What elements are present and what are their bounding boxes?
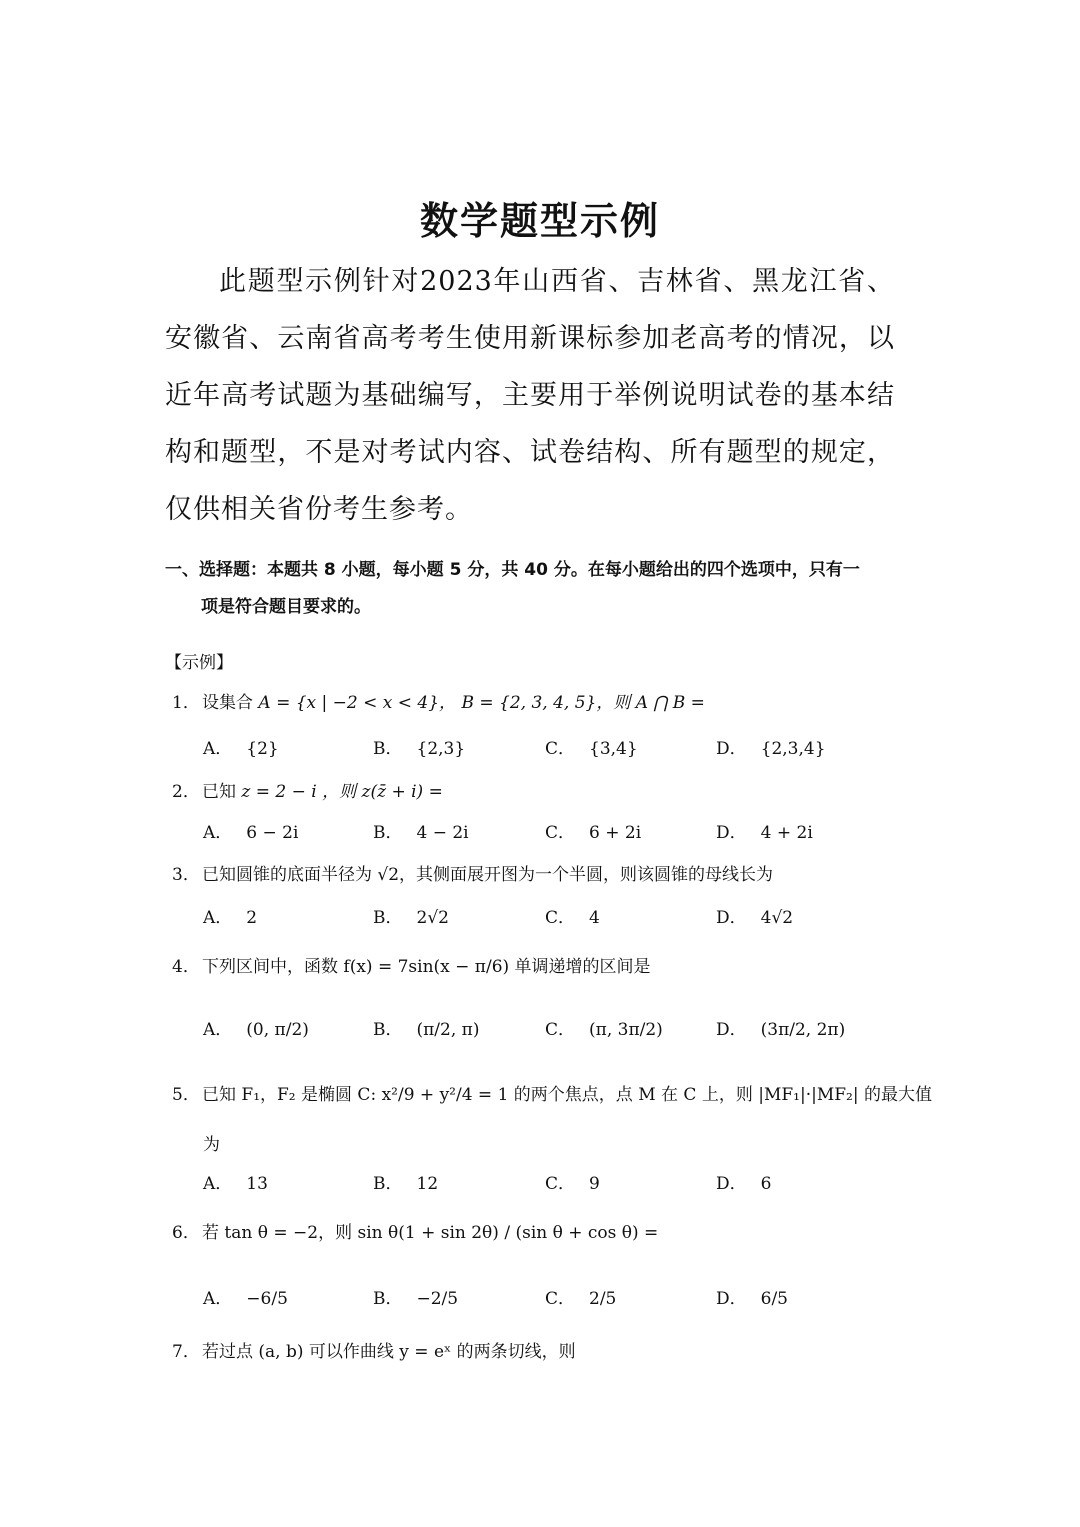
option-a[interactable]: A． 6 − 2i xyxy=(203,823,299,843)
options-1 xyxy=(203,734,903,774)
intro-paragraph: 此题型示例针对2023年山西省、吉林省、黑龙江省、安徽省、云南省高考考生使用新课标参加老高考的情况，以近年高考试题为基础编写，主要用于举例说明试卷的基本结构和题型，不是对考试内容、试卷结构、所有题型的规定，仅供相关省份考生参考。 xyxy=(165,266,895,525)
question-2 xyxy=(172,777,443,802)
question-1 xyxy=(172,688,705,713)
question-3 xyxy=(172,860,773,885)
option-a[interactable]: A． {2} xyxy=(203,739,279,759)
question-number: 2． xyxy=(172,782,200,802)
question-number: 7． xyxy=(172,1342,200,1362)
question-number: 4． xyxy=(172,957,200,977)
option-b[interactable]: B． 12 xyxy=(373,1174,439,1194)
option-d[interactable]: D． {2,3,4} xyxy=(716,739,826,759)
option-d[interactable]: D． (3π/2, 2π) xyxy=(716,1020,846,1040)
question-text: 若过点 xyxy=(202,1342,253,1362)
question-math: z = 2 − i ，则 z(z̄ + i) = xyxy=(241,782,443,802)
question-math: A = {x | −2 < x < 4}， B = {2, 3, 4, 5}，则 A ⋂ B = xyxy=(258,693,705,713)
page-title: 数学题型示例 xyxy=(419,199,660,243)
option-a[interactable]: A． 13 xyxy=(203,1174,268,1194)
example-tag: 【示例】 xyxy=(165,653,233,673)
question-text: 已知 xyxy=(202,1085,236,1105)
question-5 xyxy=(172,1080,932,1105)
question-4 xyxy=(172,952,651,977)
question-text: 下列区间中，函数 xyxy=(202,957,338,977)
option-a[interactable]: A． −6/5 xyxy=(203,1289,288,1309)
options-5 xyxy=(203,1169,903,1209)
option-d[interactable]: D． 6/5 xyxy=(716,1289,788,1309)
section-heading-line1: 一、选择题：本题共 8 小题，每小题 5 分，共 40 分。在每小题给出的四个选项中，只有一 xyxy=(165,560,860,580)
options-2 xyxy=(203,818,903,858)
question-5-continued: 为 xyxy=(203,1135,220,1155)
option-b[interactable]: B． (π/2, π) xyxy=(373,1020,480,1040)
option-a[interactable]: A． 2 xyxy=(203,908,258,928)
option-c[interactable]: C． 4 xyxy=(545,908,600,928)
question-text: 已知 xyxy=(202,782,236,802)
options-6 xyxy=(203,1284,903,1324)
question-number: 3． xyxy=(172,865,200,885)
question-number: 6． xyxy=(172,1223,200,1243)
option-c[interactable]: C． 6 + 2i xyxy=(545,823,642,843)
question-math: tan θ = −2，则 sin θ(1 + sin 2θ) / (sin θ + cos θ) = xyxy=(224,1223,659,1243)
section-heading-line2: 项是符合题目要求的。 xyxy=(201,597,371,617)
options-3 xyxy=(203,903,903,943)
question-math: f(x) = 7sin(x − π/6) 单调递增的区间是 xyxy=(343,957,651,977)
option-c[interactable]: C． (π, 3π/2) xyxy=(545,1020,663,1040)
option-b[interactable]: B． {2,3} xyxy=(373,739,466,759)
option-c[interactable]: C． {3,4} xyxy=(545,739,638,759)
option-c[interactable]: C． 9 xyxy=(545,1174,600,1194)
question-text: 已知圆锥的底面半径为 xyxy=(202,865,372,885)
option-b[interactable]: B． −2/5 xyxy=(373,1289,459,1309)
option-b[interactable]: B． 4 − 2i xyxy=(373,823,469,843)
option-b[interactable]: B． 2√2 xyxy=(373,908,449,928)
question-math: (a, b) 可以作曲线 y = eˣ 的两条切线，则 xyxy=(258,1342,576,1362)
question-7 xyxy=(172,1337,576,1362)
question-text: 若 xyxy=(202,1223,219,1243)
section-heading xyxy=(165,552,925,626)
question-number: 5． xyxy=(172,1085,200,1105)
question-6 xyxy=(172,1218,658,1243)
option-c[interactable]: C． 2/5 xyxy=(545,1289,617,1309)
question-text: 设集合 xyxy=(202,693,253,713)
option-d[interactable]: D． 4 + 2i xyxy=(716,823,813,843)
options-4 xyxy=(203,1015,903,1055)
question-math: F₁，F₂ 是椭圆 C: x²/9 + y²/4 = 1 的两个焦点，点 M 在 C 上，则 |MF₁|·|MF₂| 的最大值 xyxy=(241,1085,932,1105)
option-d[interactable]: D． 4√2 xyxy=(716,908,794,928)
option-d[interactable]: D． 6 xyxy=(716,1174,772,1194)
question-math: √2，其侧面展开图为一个半圆，则该圆锥的母线长为 xyxy=(377,865,774,885)
question-number: 1． xyxy=(172,693,200,713)
option-a[interactable]: A． (0, π/2) xyxy=(203,1020,309,1040)
